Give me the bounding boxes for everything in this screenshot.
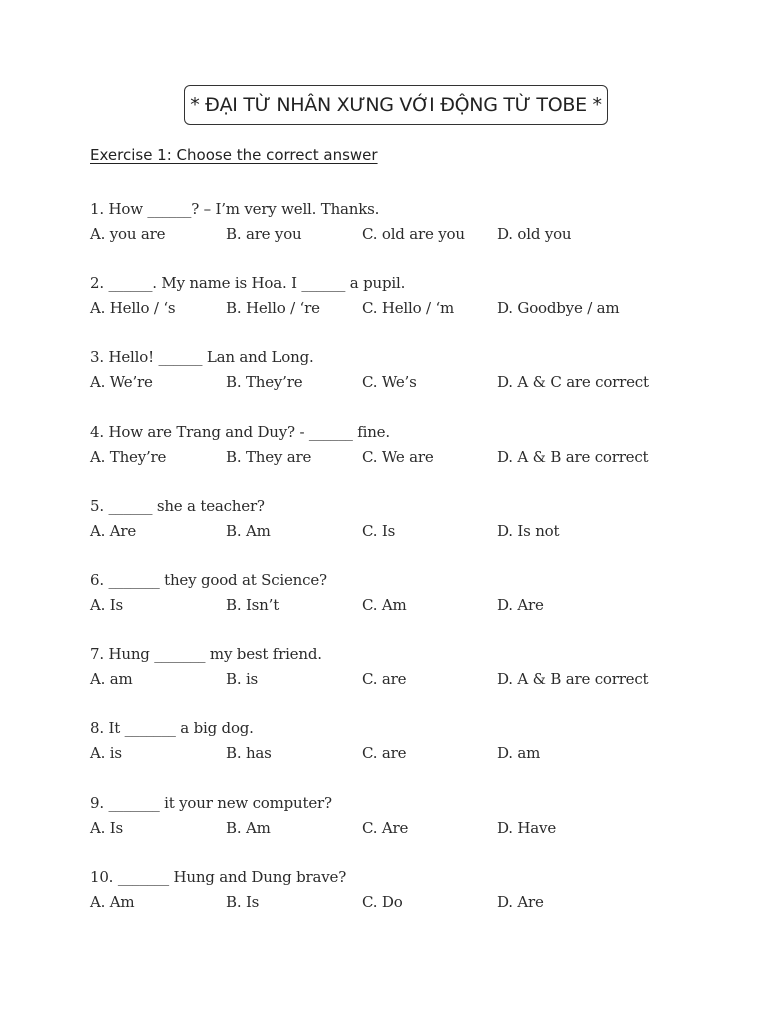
answer-option-c: C. Hello / ‘m [362, 299, 455, 317]
answer-option-c: C. Do [362, 893, 403, 911]
answer-option-d: D. A & C are correct [497, 373, 649, 391]
exercise-heading: Exercise 1: Choose the correct answer [90, 146, 378, 164]
answer-option-c: C. We are [362, 448, 434, 466]
answer-option-b: B. Hello / ‘re [226, 299, 320, 317]
answer-option-d: D. am [497, 744, 541, 762]
answer-option-c: C. old are you [362, 225, 465, 243]
answer-option-d: D. Is not [497, 522, 560, 540]
answer-option-b: B. is [226, 670, 259, 688]
answer-option-b: B. They’re [226, 373, 303, 391]
answer-options [90, 521, 730, 541]
question-text: 3. Hello! ______ Lan and Long. [90, 348, 314, 366]
answer-option-b: B. They are [226, 448, 312, 466]
answer-options [90, 372, 730, 392]
worksheet-title: * ĐẠI TỪ NHÂN XƯNG VỚI ĐỘNG TỪ TOBE * [190, 94, 602, 116]
answer-option-d: D. A & B are correct [497, 670, 649, 688]
question-item [90, 570, 730, 615]
answer-option-b: B. are you [226, 225, 302, 243]
answer-option-b: B. Is [226, 893, 260, 911]
question-item [90, 273, 730, 318]
answer-options [90, 892, 730, 912]
question-text: 2. ______. My name is Hoa. I ______ a pupil. [90, 274, 406, 292]
answer-option-c: C. are [362, 670, 407, 688]
answer-option-a: A. Hello / ‘s [90, 299, 176, 317]
answer-options [90, 595, 730, 615]
answer-option-b: B. Isn’t [226, 596, 280, 614]
answer-option-a: A. We’re [90, 373, 153, 391]
answer-option-c: C. We’s [362, 373, 417, 391]
answer-option-a: A. Is [90, 819, 123, 837]
question-text: 7. Hung _______ my best friend. [90, 645, 322, 663]
answer-option-a: A. am [90, 670, 133, 688]
answer-option-a: A. is [90, 744, 122, 762]
question-item [90, 793, 730, 838]
answer-options [90, 298, 730, 318]
answer-option-d: D. Are [497, 893, 544, 911]
answer-options [90, 743, 730, 763]
answer-option-a: A. They’re [90, 448, 167, 466]
question-item [90, 199, 730, 244]
question-item [90, 496, 730, 541]
question-item [90, 644, 730, 689]
answer-option-d: D. Are [497, 596, 544, 614]
answer-option-a: A. Are [90, 522, 137, 540]
answer-option-d: D. Goodbye / am [497, 299, 620, 317]
question-text: 6. _______ they good at Science? [90, 571, 327, 589]
question-item [90, 867, 730, 912]
answer-options [90, 224, 730, 244]
answer-option-a: A. Is [90, 596, 123, 614]
answer-option-b: B. Am [226, 522, 271, 540]
question-text: 9. _______ it your new computer? [90, 794, 332, 812]
answer-option-a: A. you are [90, 225, 166, 243]
worksheet-title-box [184, 85, 608, 125]
answer-options [90, 669, 730, 689]
question-text: 5. ______ she a teacher? [90, 497, 265, 515]
question-text: 1. How ______? – I’m very well. Thanks. [90, 200, 380, 218]
question-item [90, 347, 730, 392]
question-text: 10. _______ Hung and Dung brave? [90, 868, 347, 886]
answer-options [90, 447, 730, 467]
question-item [90, 422, 730, 467]
answer-option-c: C. Are [362, 819, 409, 837]
answer-option-a: A. Am [90, 893, 135, 911]
answer-option-d: D. old you [497, 225, 572, 243]
answer-option-c: C. Am [362, 596, 407, 614]
question-text: 4. How are Trang and Duy? - ______ fine. [90, 423, 390, 441]
answer-option-d: D. Have [497, 819, 557, 837]
answer-option-c: C. Is [362, 522, 396, 540]
answer-option-d: D. A & B are correct [497, 448, 649, 466]
answer-option-b: B. Am [226, 819, 271, 837]
answer-option-c: C. are [362, 744, 407, 762]
question-text: 8. It _______ a big dog. [90, 719, 254, 737]
answer-options [90, 818, 730, 838]
answer-option-b: B. has [226, 744, 272, 762]
question-item [90, 718, 730, 763]
